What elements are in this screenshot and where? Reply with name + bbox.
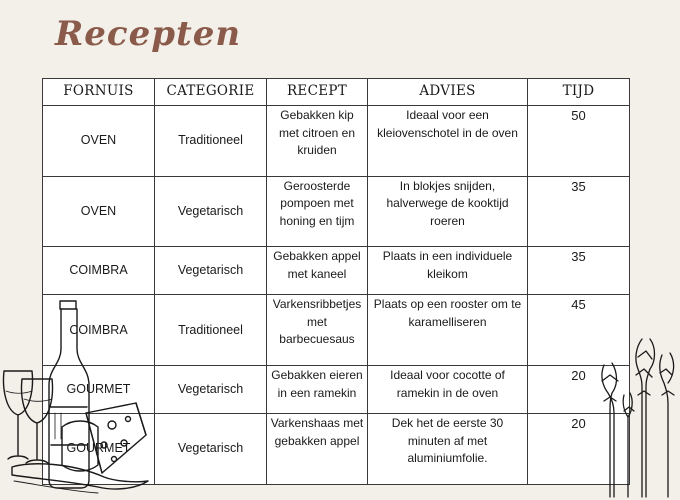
cell-advies: In blokjes snijden, halverwege de kooktijd roeren [368, 176, 528, 247]
cell-fornuis: GOURMET [43, 366, 155, 414]
cell-advies: Ideaal voor cocotte of ramekin in de oven [368, 366, 528, 414]
cell-fornuis: COIMBRA [43, 247, 155, 295]
cell-tijd: 20 [528, 366, 630, 414]
cell-advies: Plaats in een individuele kleikom [368, 247, 528, 295]
cell-recept: Varkenshaas met gebakken appel [267, 414, 368, 485]
cell-tijd: 45 [528, 295, 630, 366]
header-categorie: CATEGORIE [155, 79, 267, 106]
cell-fornuis: OVEN [43, 176, 155, 247]
cell-tijd: 20 [528, 414, 630, 485]
cell-advies: Plaats op een rooster om te karamelliseren [368, 295, 528, 366]
recipe-table [42, 78, 630, 485]
table-row [43, 295, 630, 366]
cell-recept: Gebakken appel met kaneel [267, 247, 368, 295]
cell-categorie: Vegetarisch [155, 414, 267, 485]
cell-fornuis: OVEN [43, 106, 155, 177]
table-row [43, 247, 630, 295]
cell-recept: Geroosterde pompoen met honing en tijm [267, 176, 368, 247]
cell-advies: Ideaal voor een kleiovenschotel in de oven [368, 106, 528, 177]
cell-categorie: Traditioneel [155, 295, 267, 366]
page-title: Recepten [55, 14, 242, 54]
table-row [43, 106, 630, 177]
cell-categorie: Traditioneel [155, 106, 267, 177]
cell-tijd: 35 [528, 247, 630, 295]
table-header-row [43, 79, 630, 106]
cell-fornuis: GOURMET [43, 414, 155, 485]
header-tijd: TIJD [528, 79, 630, 106]
cell-categorie: Vegetarisch [155, 176, 267, 247]
table-row [43, 366, 630, 414]
cell-recept: Gebakken eieren in een ramekin [267, 366, 368, 414]
cell-fornuis: COIMBRA [43, 295, 155, 366]
table-row [43, 414, 630, 485]
cell-categorie: Vegetarisch [155, 247, 267, 295]
cell-tijd: 50 [528, 106, 630, 177]
header-advies: ADVIES [368, 79, 528, 106]
cell-advies: Dek het de eerste 30 minuten af met aluminiumfolie. [368, 414, 528, 485]
table-row [43, 176, 630, 247]
cell-recept: Gebakken kip met citroen en kruiden [267, 106, 368, 177]
cell-categorie: Vegetarisch [155, 366, 267, 414]
header-recept: RECEPT [267, 79, 368, 106]
cell-recept: Varkensribbetjes met barbecuesaus [267, 295, 368, 366]
header-fornuis: FORNUIS [43, 79, 155, 106]
cell-tijd: 35 [528, 176, 630, 247]
